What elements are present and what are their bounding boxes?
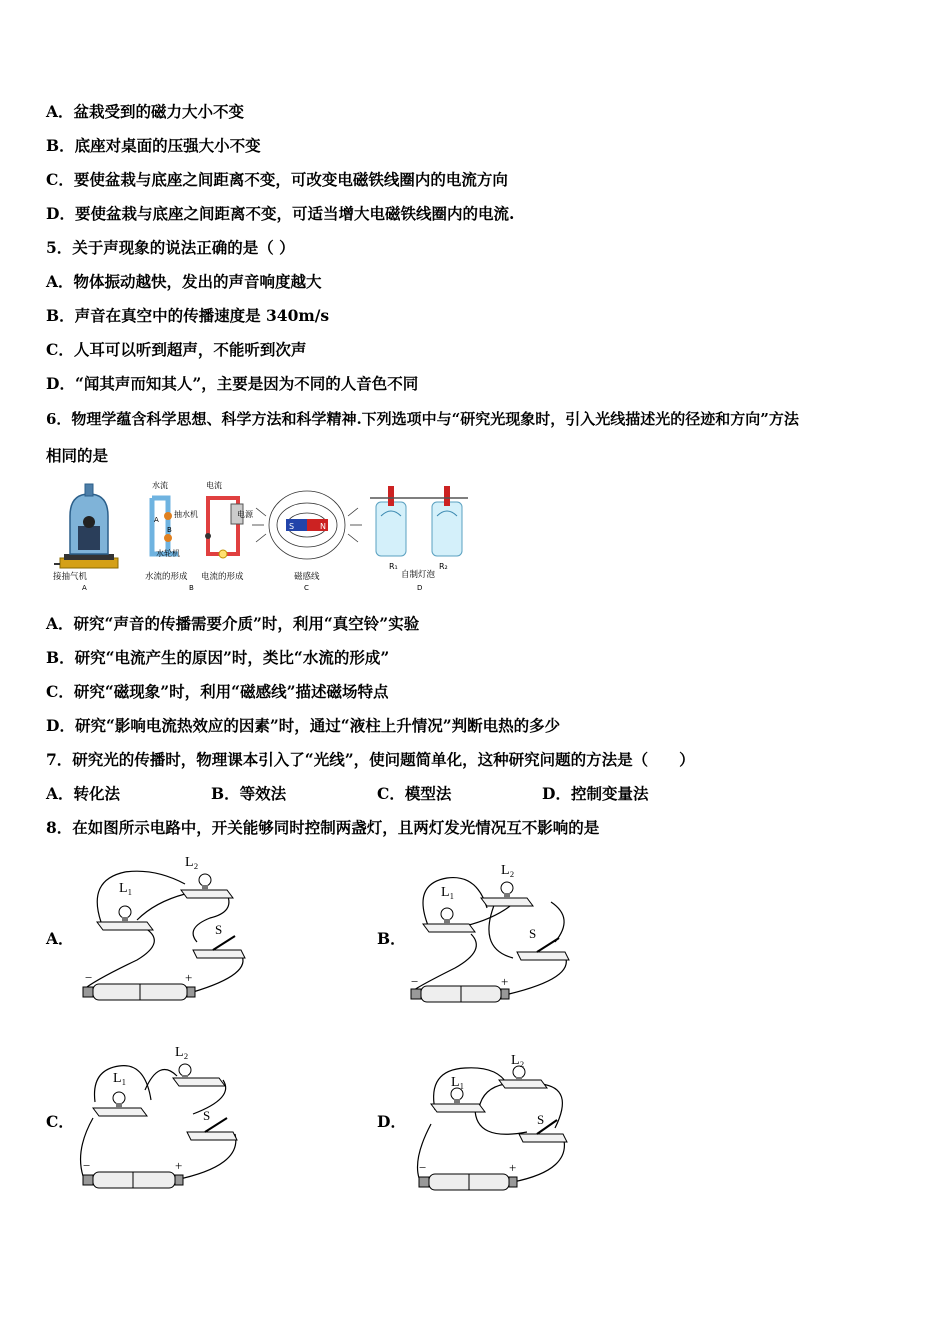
q8-label-a: A．: [46, 929, 74, 948]
fig-d-caption: 自制灯泡: [401, 570, 436, 580]
q7-stem: 7．研究光的传播时，物理课本引入了“光线”，使问题简单化，这种研究问题的方法是（ ）: [46, 750, 695, 769]
lamp-l1: [93, 1092, 147, 1116]
fig-d-r1: R₁: [389, 562, 398, 571]
fig-b-point-b: B: [167, 526, 172, 534]
fig-d-letter: D: [417, 584, 423, 592]
q8-label-b: B．: [377, 929, 406, 948]
battery: [419, 1174, 517, 1190]
q8-label-d: D．: [377, 1112, 406, 1131]
label-plus: +: [175, 1158, 183, 1173]
label-minus: −: [85, 970, 93, 985]
circuit-d: [405, 1048, 595, 1208]
fig-c-caption: 磁感线: [294, 572, 320, 582]
label-minus: −: [419, 1160, 427, 1175]
q6-option-b: B．研究“电流产生的原因”时，类比“水流的形成”: [46, 648, 390, 667]
q6-stem-line2: 相同的是: [46, 446, 109, 465]
circuit-a: [75, 850, 265, 1010]
label-l2: L₂: [511, 1053, 525, 1068]
label-minus: −: [83, 1158, 91, 1173]
lamp-l2: [173, 1064, 225, 1086]
q6-option-a: A．研究“声音的传播需要介质”时，利用“真空铃”实验: [46, 614, 420, 633]
label-plus: +: [501, 974, 509, 989]
label-s: S: [529, 926, 537, 941]
label-s: S: [203, 1108, 211, 1123]
q7-option-a: A．转化法: [46, 784, 121, 803]
label-plus: +: [185, 970, 193, 985]
label-l2: L₂: [185, 855, 199, 870]
q6-stem-line1: 6．物理学蕴含科学思想、科学方法和科学精神.下列选项中与“研究光现象时，引入光线描述光的径迹和方向”方法: [46, 410, 799, 428]
label-minus: −: [411, 974, 419, 989]
q7-option-d: D．控制变量法: [542, 784, 649, 803]
fig-c-n: N: [320, 522, 326, 531]
q5-option-a: A．物体振动越快，发出的声音响度越大: [46, 272, 322, 291]
lamp-l2: [481, 882, 533, 906]
fig-b-current-label: 电流: [206, 481, 222, 490]
fig-b-letter: B: [189, 584, 194, 592]
fig-c-letter: C: [304, 584, 309, 592]
lamp-l1: [431, 1088, 485, 1112]
label-l1: L₁: [119, 881, 133, 896]
fig-b-point-a: A: [154, 516, 159, 524]
switch-s: [193, 936, 245, 958]
label-l1: L₁: [451, 1075, 465, 1090]
switch-s: [517, 938, 569, 960]
fig-d-r2: R₂: [439, 562, 448, 571]
lamp-l2: [181, 874, 233, 898]
fig-b-water-label: 水流: [152, 481, 168, 490]
circuit-c: [75, 1040, 265, 1200]
circuit-b: [405, 858, 595, 1018]
battery: [411, 986, 509, 1002]
q6-option-d: D．研究“影响电流热效应的因素”时，通过“液柱上升情况”判断电热的多少: [46, 716, 561, 735]
lamp-l1: [423, 908, 475, 932]
fig-b-caption-current: 电流的形成: [201, 572, 244, 582]
q7-option-b: B．等效法: [211, 784, 287, 803]
q4-option-b: B．底座对桌面的压强大小不变: [46, 136, 261, 155]
q5-option-b: B．声音在真空中的传播速度是 340m/s: [46, 306, 330, 325]
q6-option-c: C．研究“磁现象”时，利用“磁感线”描述磁场特点: [46, 682, 389, 701]
lamp-l2: [499, 1066, 547, 1088]
q5-stem: 5．关于声现象的说法正确的是（ ）: [46, 238, 295, 257]
label-l1: L₁: [113, 1071, 127, 1086]
q5-option-c: C．人耳可以听到超声，不能听到次声: [46, 340, 307, 359]
lamp-l1: [97, 906, 153, 930]
two-flasks-figure: [370, 486, 468, 556]
q7-option-c: C．模型法: [377, 784, 452, 803]
label-s: S: [215, 922, 223, 937]
q8-label-c: C．: [46, 1112, 74, 1131]
fig-c-s: S: [289, 522, 295, 531]
q8-stem: 8．在如图所示电路中，开关能够同时控制两盏灯，且两灯发光情况互不影响的是: [46, 818, 600, 837]
fig-a-caption: 接抽气机: [53, 572, 88, 582]
q4-option-d: D．要使盆栽与底座之间距离不变，可适当增大电磁铁线圈内的电流.: [46, 204, 515, 223]
q5-option-d: D．“闻其声而知其人”，主要是因为不同的人音色不同: [46, 374, 419, 393]
battery: [83, 1172, 183, 1188]
label-s: S: [537, 1112, 545, 1127]
bell-jar-figure: [54, 484, 118, 568]
q6-figure: [48, 476, 468, 594]
q4-option-a: A．盆栽受到的磁力大小不变: [46, 102, 245, 121]
q4-option-c: C．要使盆栽与底座之间距离不变，可改变电磁铁线圈内的电流方向: [46, 170, 508, 189]
fig-a-letter: A: [82, 584, 87, 592]
fig-b-pump: 抽水机: [174, 510, 198, 519]
label-plus: +: [509, 1160, 517, 1175]
fig-b-power: 电源: [237, 510, 253, 519]
label-l1: L₁: [441, 885, 455, 900]
fig-b-turbine: 水轮机: [156, 549, 180, 558]
fig-b-caption-water: 水流的形成: [145, 572, 188, 582]
label-l2: L₂: [175, 1045, 189, 1060]
label-l2: L₂: [501, 863, 515, 878]
switch-s: [187, 1118, 237, 1140]
battery: [83, 984, 195, 1000]
